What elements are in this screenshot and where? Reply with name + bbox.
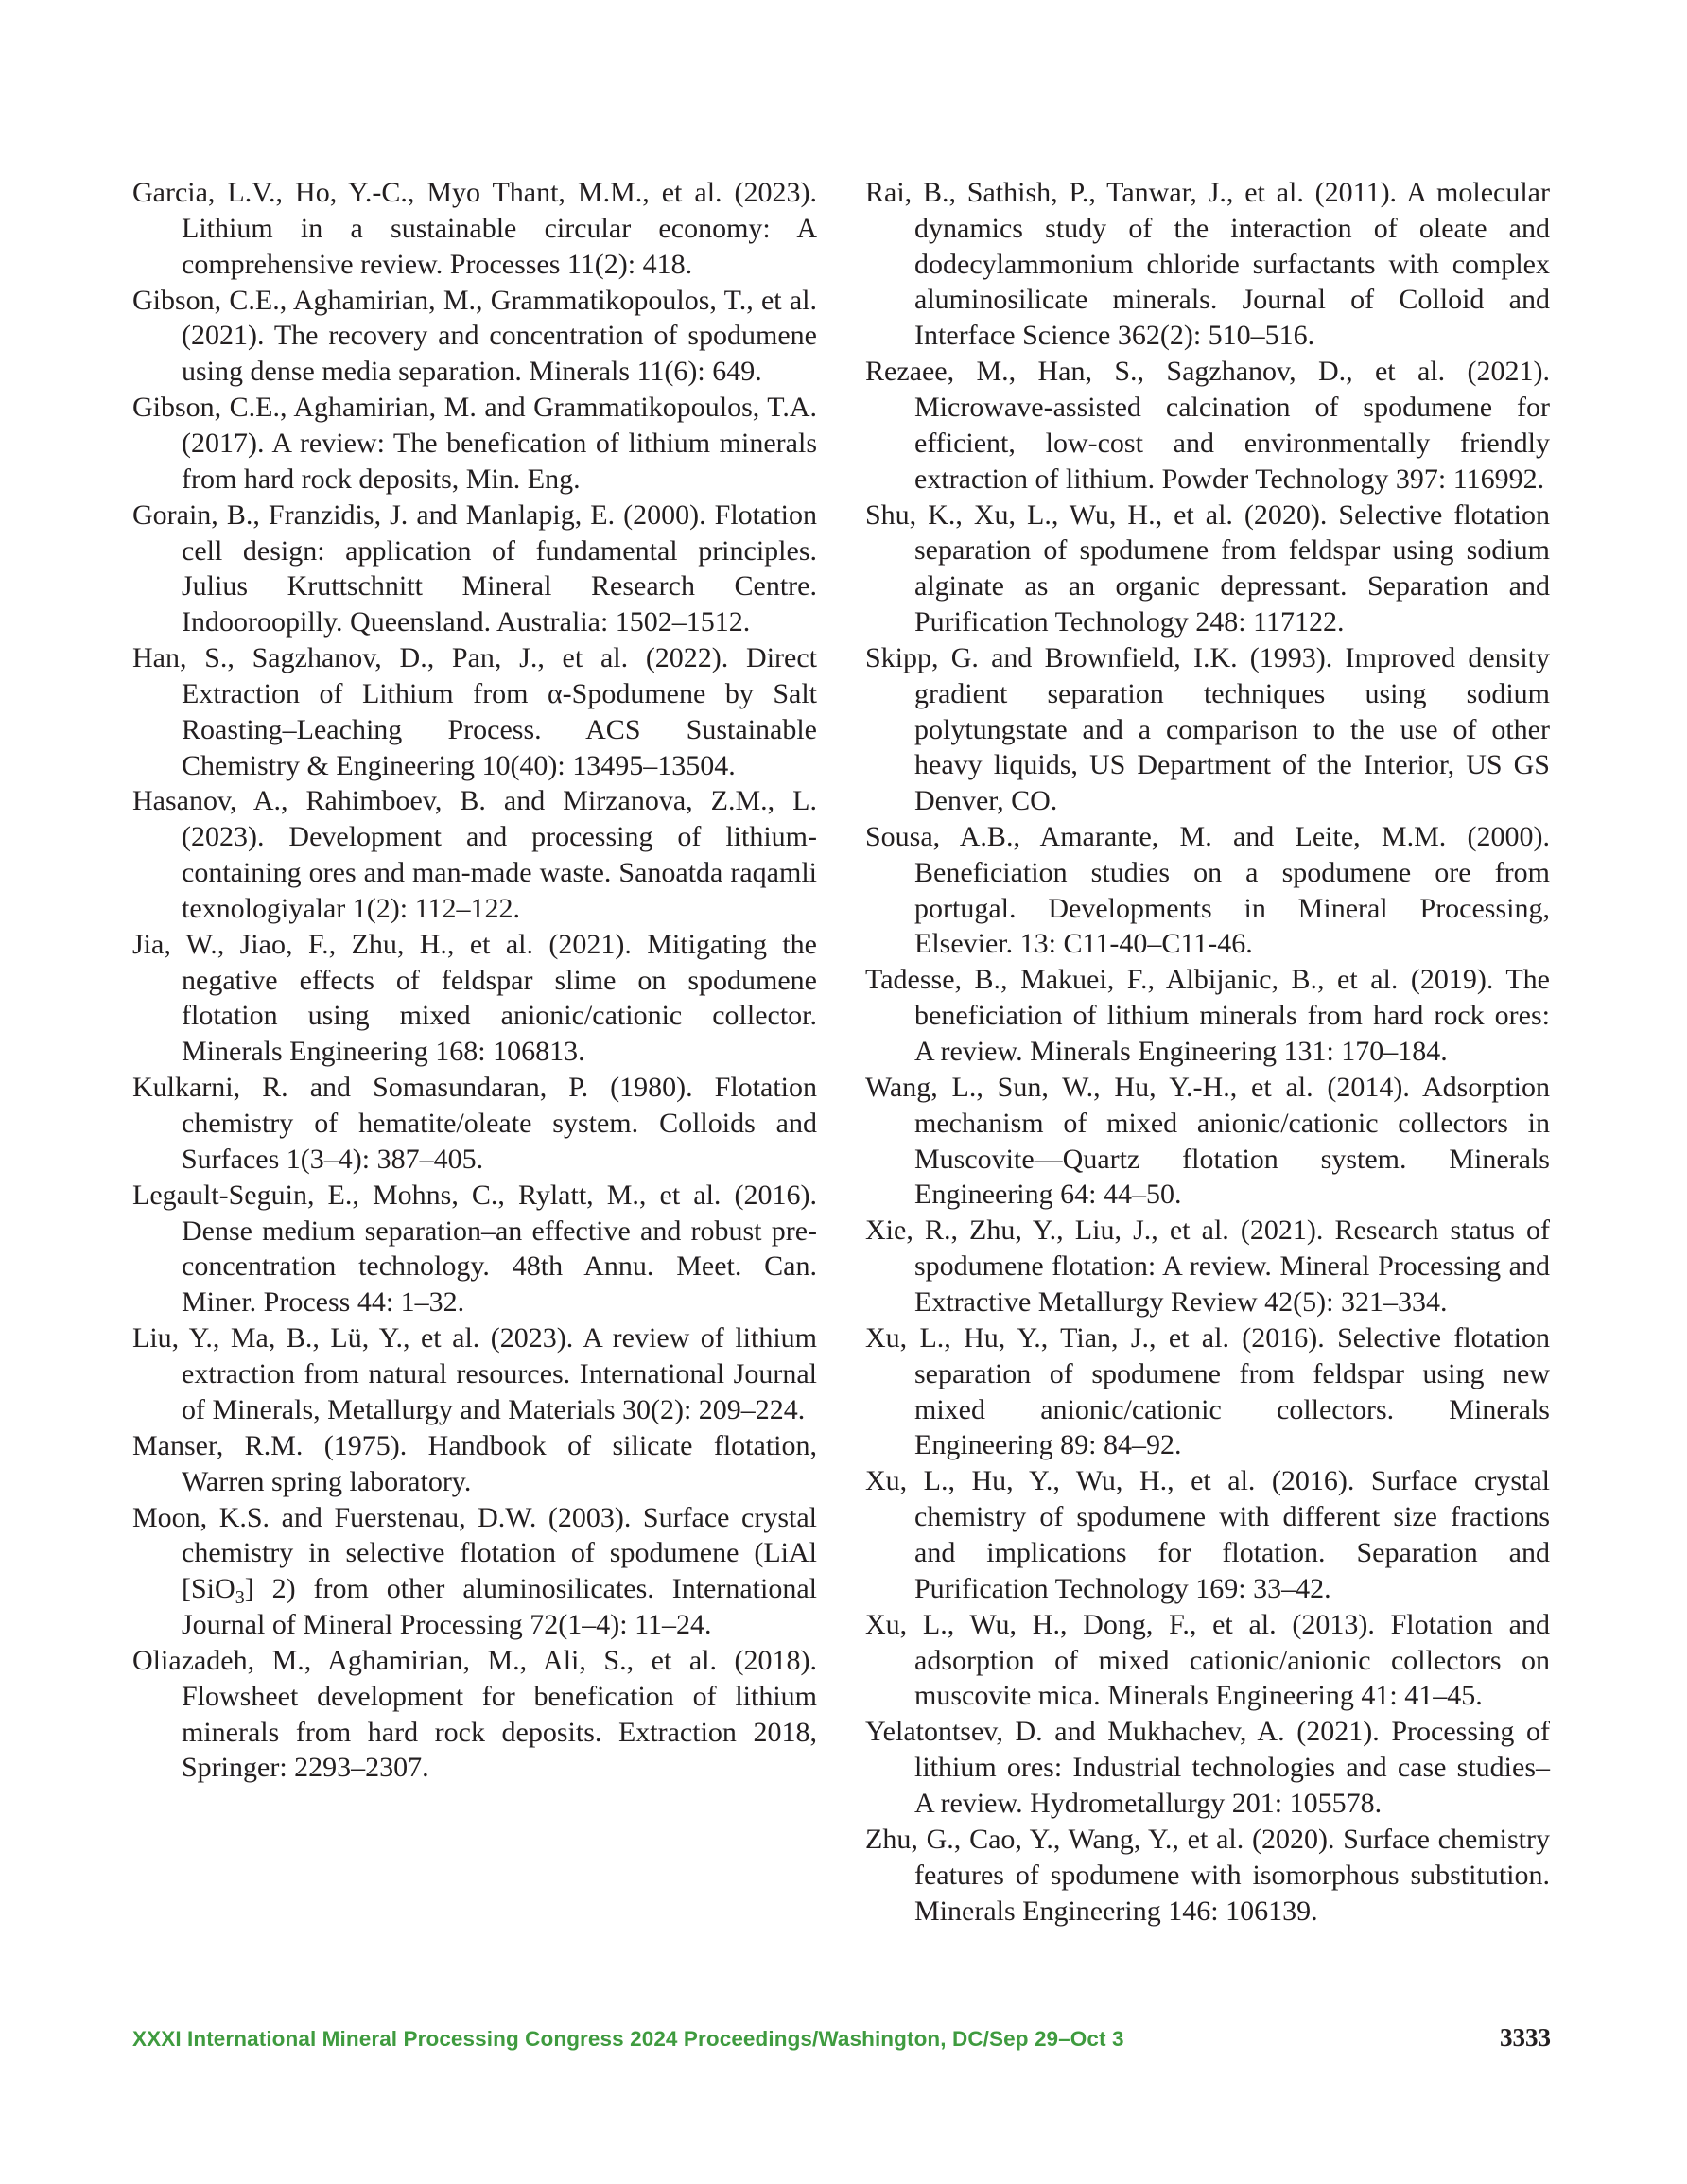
reference-entry: Kulkarni, R. and Somasundaran, P. (1980). Flotation chemistry of hematite/oleate system. Colloids and Surfaces 1(3–4): 387–405. [132,1072,817,1175]
reference-entry: Yelatontsev, D. and Mukhachev, A. (2021). Processing of lithium ores: Industrial technologies and case studies– A review. Hydrometallurgy 201: 105578. [865,1716,1550,1819]
reference-entry: Legault-Seguin, E., Mohns, C., Rylatt, M., et al. (2016). Dense medium separation–an effective and robust pre-concentration technology. 48th Annu. Meet. Can. Miner. Process 44: 1–32. [132,1179,817,1319]
references-left-column [132,175,817,1786]
page-number: 3333 [1500,2023,1551,2052]
reference-entry: Hasanov, A., Rahimboev, B. and Mirzanova, Z.M., L. (2023). Development and processing of lithium-containing ores and man-made waste. Sanoatda raqamli texnologiyalar 1(2): 112–122. [132,785,817,924]
reference-entry: Han, S., Sagzhanov, D., Pan, J., et al. (2022). Direct Extraction of Lithium from α-Spodumene by Salt Roasting–Leaching Process. ACS Sustainable Chemistry & Engineering 10(40): 13495–13504. [132,642,817,781]
reference-entry: Wang, L., Sun, W., Hu, Y.-H., et al. (2014). Adsorption mechanism of mixed anionic/cationic collectors in Muscovite—Quartz flotation system. Minerals Engineering 64: 44–50. [865,1072,1550,1211]
reference-entry: Rai, B., Sathish, P., Tanwar, J., et al. (2011). A molecular dynamics study of the interaction of oleate and dodecylammonium chloride surfactants with complex aluminosilicate minerals. Journal of Colloid and Interface Science 362(2): 510–516. [865,177,1550,352]
references-right-column [865,175,1550,1929]
reference-entry: Xu, L., Wu, H., Dong, F., et al. (2013). Flotation and adsorption of mixed cationic/anionic collectors on muscovite mica. Minerals Engineering 41: 41–45. [865,1608,1550,1712]
reference-entry: Zhu, G., Cao, Y., Wang, Y., et al. (2020). Surface chemistry features of spodumene with isomorphous substitution. Minerals Engineering 146: 106139. [865,1823,1550,1927]
reference-entry: Xie, R., Zhu, Y., Liu, J., et al. (2021). Research status of spodumene flotation: A review. Mineral Processing and Extractive Metallurgy Review 42(5): 321–334. [865,1214,1550,1319]
conference-footer: XXXI International Mineral Processing Congress 2024 Proceedings/Washington, DC/Sep 29–Oct 3 [132,2027,1124,2051]
reference-entry: Tadesse, B., Makuei, F., Albijanic, B., et al. (2019). The beneficiation of lithium minerals from hard rock ores: A review. Minerals Engineering 131: 170–184. [865,964,1550,1068]
moon-ref-subscript: 3 [235,1587,245,1609]
reference-entry: Shu, K., Xu, L., Wu, H., et al. (2020). Selective flotation separation of spodumene from feldspar using sodium alginate as an organic depressant. Separation and Purification Technology 248: 117122. [865,498,1550,638]
reference-entry: Gibson, C.E., Aghamirian, M. and Grammatikopoulos, T.A. (2017). A review: The benefication of lithium minerals from hard rock deposits, Min. Eng. [132,392,817,495]
reference-entry: Sousa, A.B., Amarante, M. and Leite, M.M. (2000). Beneficiation studies on a spodumene ore from portugal. Developments in Mineral Processing, Elsevier. 13: C11-40–C11-46. [865,821,1550,960]
reference-entry: Gorain, B., Franzidis, J. and Manlapig, E. (2000). Flotation cell design: application of fundamental principles. Julius Kruttschnitt Mineral Research Centre. Indooroopilly. Queensland. Australia: 1502–1512. [132,498,817,638]
reference-entry: Rezaee, M., Han, S., Sagzhanov, D., et al. (2021). Microwave-assisted calcination of spodumene for efficient, low-cost and environmentally friendly extraction of lithium. Powder Technology 397: 116992. [865,356,1550,495]
reference-entry: Jia, W., Jiao, F., Zhu, H., et al. (2021). Mitigating the negative effects of feldspar slime on spodumene flotation using mixed anionic/cationic collector. Minerals Engineering 168: 106813. [132,928,817,1068]
reference-entry: Xu, L., Hu, Y., Tian, J., et al. (2016). Selective flotation separation of spodumene from feldspar using new mixed anionic/cationic collectors. Minerals Engineering 89: 84–92. [865,1322,1550,1461]
reference-entry: Xu, L., Hu, Y., Wu, H., et al. (2016). Surface crystal chemistry of spodumene with different size fractions and implications for flotation. Separation and Purification Technology 169: 33–42. [865,1465,1550,1604]
moon-ref-text: Moon, K.S. and Fuerstenau, D.W. (2003). Surface crystal chemistry in selective flotation of spodumene (LiAl [SiO [132,1501,817,1605]
reference-entry: Manser, R.M. (1975). Handbook of silicate flotation, Warren spring laboratory. [132,1429,817,1497]
reference-entry: Garcia, L.V., Ho, Y.-C., Myo Thant, M.M., et al. (2023). Lithium in a sustainable circular economy: A comprehensive review. Processes 11(2): 418. [132,177,817,280]
reference-entry-moon [132,1500,817,1643]
reference-entry: Gibson, C.E., Aghamirian, M., Grammatikopoulos, T., et al. (2021). The recovery and concentration of spodumene using dense media separation. Minerals 11(6): 649. [132,284,817,388]
reference-entry: Skipp, G. and Brownfield, I.K. (1993). Improved density gradient separation techniques using sodium polytungstate and a comparison to the use of other heavy liquids, US Department of the Interior, US GS Denver, CO. [865,641,1550,817]
reference-entry: Oliazadeh, M., Aghamirian, M., Ali, S., et al. (2018). Flowsheet development for benefication of lithium minerals from hard rock deposits. Extraction 2018, Springer: 2293–2307. [132,1644,817,1784]
moon-ref-text-end: ] 2) from other aluminosilicates. International Journal of Mineral Processing 72(1–4): 11–24. [182,1573,817,1640]
reference-entry: Liu, Y., Ma, B., Lü, Y., et al. (2023). A review of lithium extraction from natural resources. International Journal of Minerals, Metallurgy and Materials 30(2): 209–224. [132,1322,817,1425]
